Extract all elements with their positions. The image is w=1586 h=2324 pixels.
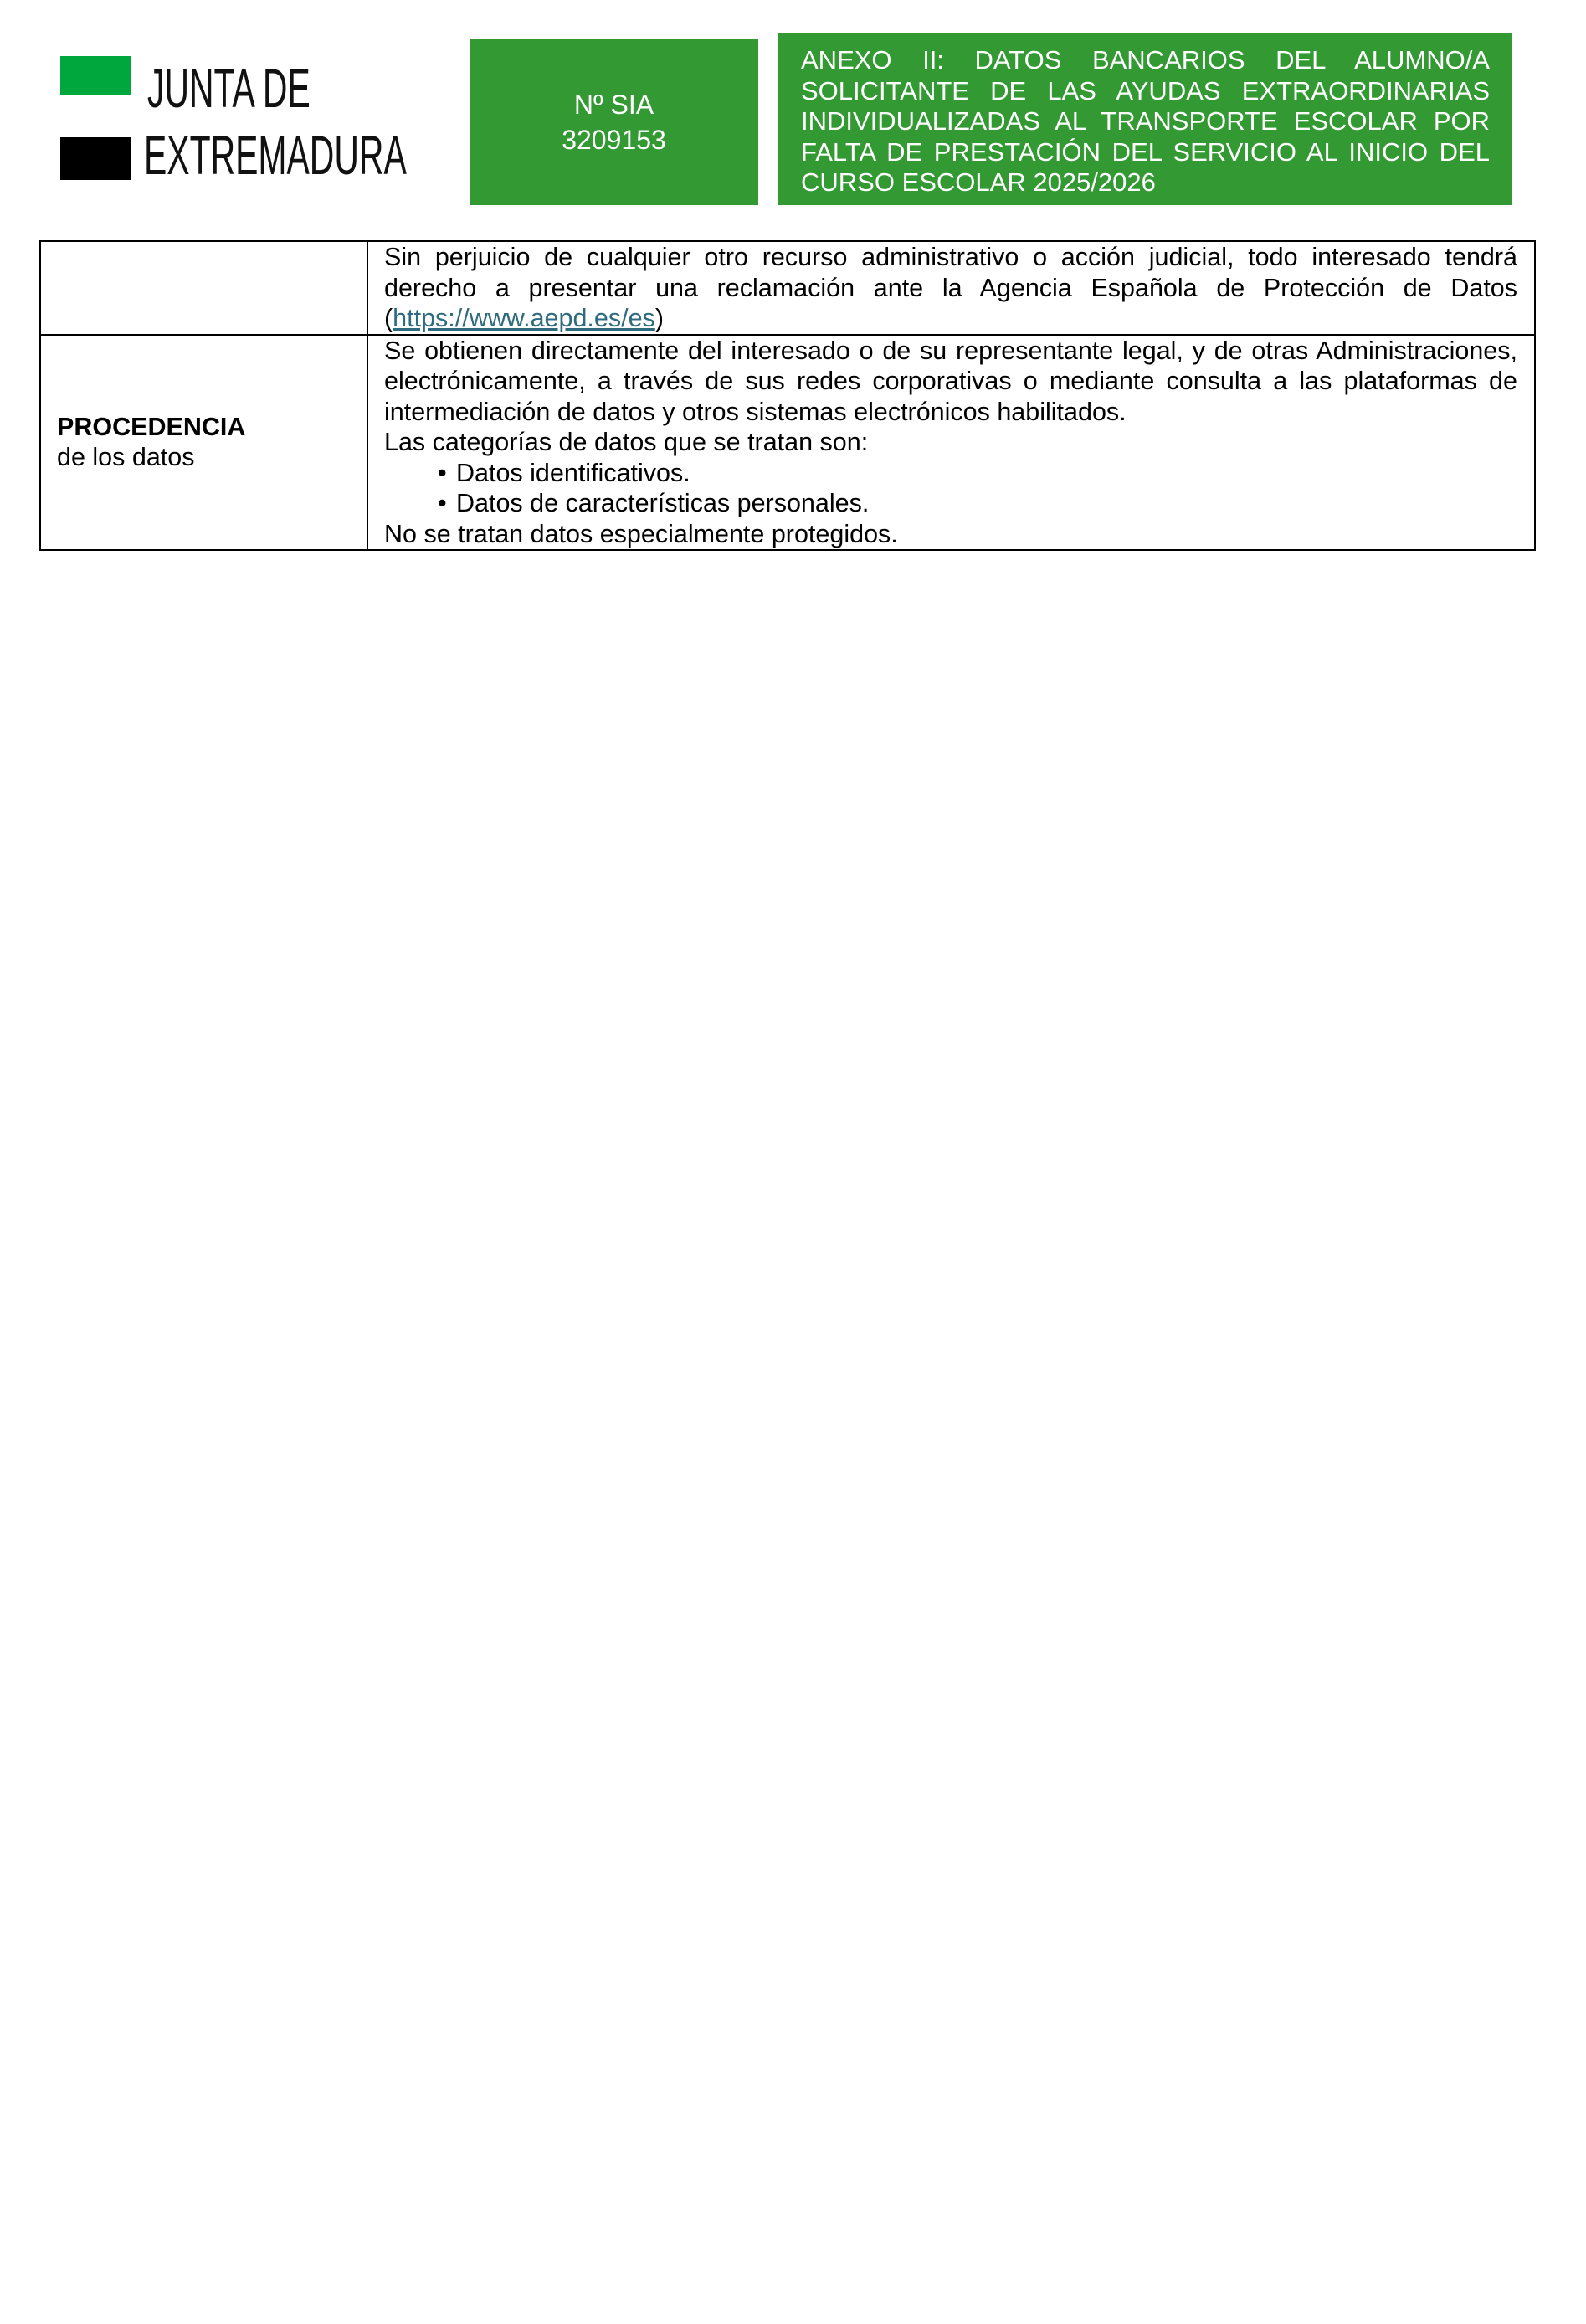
data-protection-table <box>39 240 1536 551</box>
aepd-link[interactable]: https://www.aepd.es/es <box>393 304 655 332</box>
procedencia-paragraph: Se obtienen directamente del interesado o de su representante legal, y de otras Administraciones, electrónicamente, a través de sus redes corporativas o mediante consulta a las plataformas de intermediación de datos y otros sistemas electrónicos habilitados. <box>384 336 1517 426</box>
procedencia-cell <box>367 335 1535 551</box>
document-title: ANEXO II: DATOS BANCARIOS DEL ALUMNO/A SOLICITANTE DE LAS AYUDAS EXTRAORDINARIAS INDIVIDUALIZADAS AL TRANSPORTE ESCOLAR POR FALTA DE PRESTACIÓN DEL SERVICIO AL INICIO DEL CURSO ESCOLAR 2025/2026 <box>778 33 1512 205</box>
list-item: • Datos de características personales. <box>438 488 1517 519</box>
logo-black-square <box>60 137 131 180</box>
logo-green-square <box>60 56 131 95</box>
procedencia-label-cell <box>40 335 367 551</box>
procedencia-label: PROCEDENCIA <box>57 412 246 441</box>
categories-list <box>384 458 1517 519</box>
sia-number: 3209153 <box>562 124 666 155</box>
logo-text-line2: EXTREMADURA <box>144 124 407 186</box>
table-row <box>40 335 1535 551</box>
protected-data-note: No se tratan datos especialmente protegidos. <box>384 519 898 548</box>
claim-text-end: ) <box>654 304 664 332</box>
claim-cell <box>367 241 1535 335</box>
claim-text: Sin perjuicio de cualquier otro recurso administrativo o acción judicial, todo interesado tendrá derecho a presentar una reclamación ante la Agencia Española de Protección de Datos ( <box>384 243 1517 332</box>
table-row <box>40 241 1535 335</box>
sia-box <box>470 39 758 205</box>
sia-label: Nº SIA <box>573 89 654 120</box>
categories-intro: Las categorías de datos que se tratan son: <box>384 428 869 456</box>
logo-text-line1: JUNTA DE <box>147 57 311 119</box>
empty-label-cell <box>40 241 367 335</box>
procedencia-sublabel: de los datos <box>57 443 195 472</box>
list-item: • Datos identificativos. <box>438 458 1517 489</box>
